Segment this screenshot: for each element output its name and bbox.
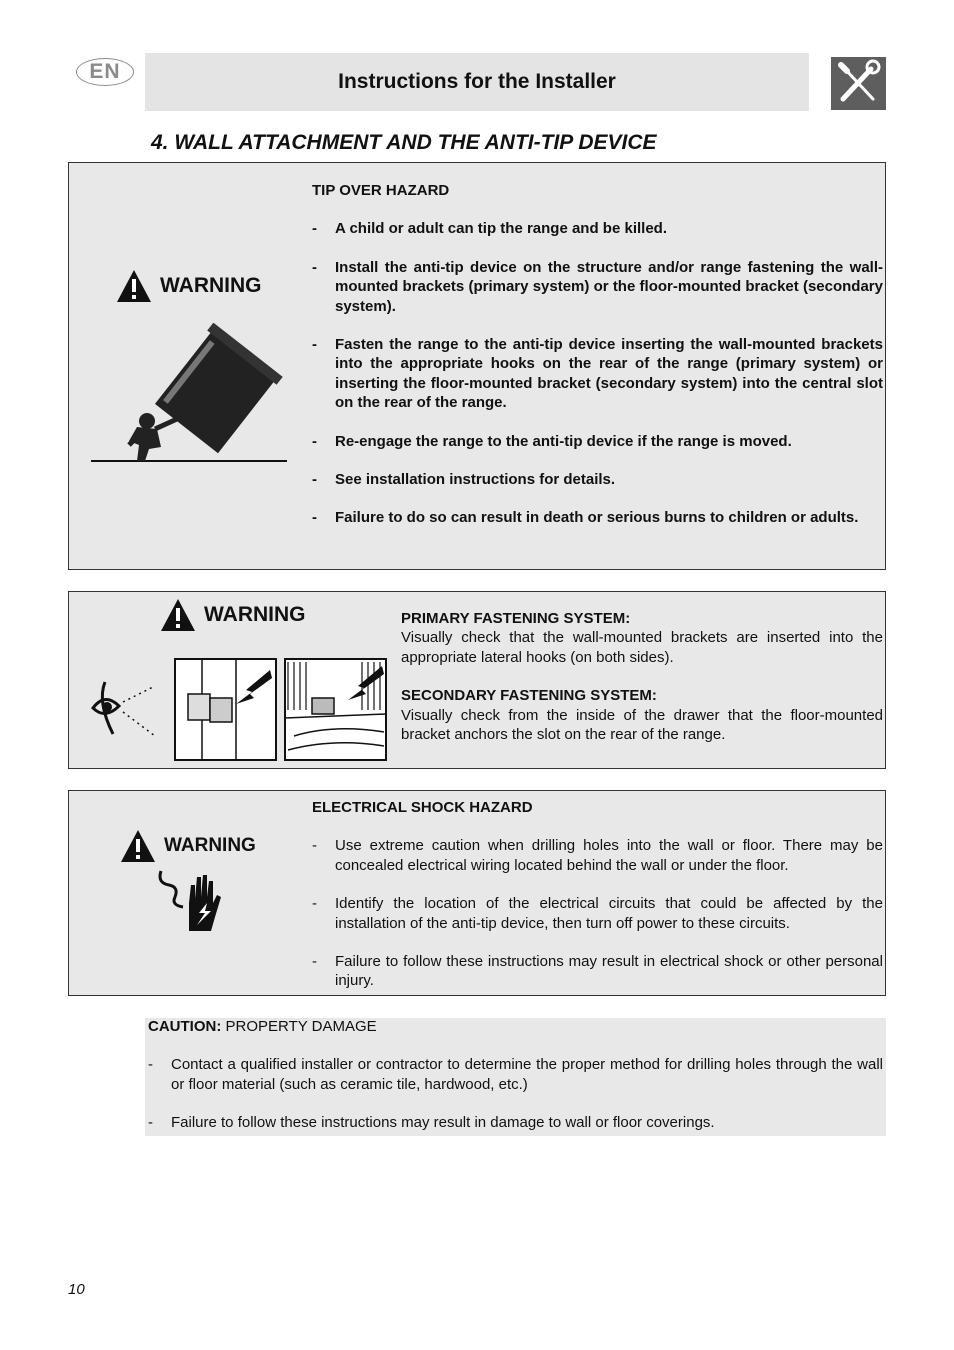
language-badge: EN <box>76 58 134 86</box>
warning-label: WARNING <box>160 274 262 297</box>
electric-shock-hand-icon <box>155 867 225 933</box>
page-number: 10 <box>68 1281 85 1298</box>
fastening-warning <box>160 598 306 632</box>
list-item: - Failure to follow these instructions may result in electrical shock or other personal injury. <box>312 953 883 990</box>
list-item: - Identify the location of the electrical circuits that could be affected by the installation of the anti-tip device, then turn off power to these circuits. <box>312 895 883 932</box>
warning-triangle-icon <box>120 829 156 863</box>
list-item: - Use extreme caution when drilling holes into the wall or floor. There may be concealed electrical wiring located behind the wall or under the floor. <box>312 837 883 874</box>
secondary-heading: SECONDARY FASTENING SYSTEM: <box>401 687 657 705</box>
caution-heading: CAUTION: PROPERTY DAMAGE <box>148 1018 377 1035</box>
list-item: - Failure to do so can result in death or serious burns to children or adults. <box>312 509 859 527</box>
caution-box <box>145 1018 886 1136</box>
list-item: - Failure to follow these instructions may result in damage to wall or floor coverings. <box>148 1114 715 1132</box>
electrical-warning <box>120 829 256 863</box>
fastening-panel <box>68 591 886 769</box>
tip-over-heading: TIP OVER HAZARD <box>312 182 450 199</box>
warning-triangle-icon <box>116 269 152 303</box>
tip-over-warning <box>116 269 262 303</box>
primary-text: Visually check that the wall-mounted brackets are inserted into the appropriate lateral hooks (on both sides). <box>401 629 883 666</box>
list-item: - Install the anti-tip device on the structure and/or range fastening the wall-mounted brackets (primary system) or the floor-mounted bracket (secondary system). <box>312 258 883 315</box>
warning-triangle-icon <box>160 598 196 632</box>
floor-bracket-illustration <box>284 658 387 761</box>
list-item: - See installation instructions for details. <box>312 471 616 489</box>
warning-label: WARNING <box>204 603 306 626</box>
eye-inspection-icon <box>83 672 159 744</box>
wrench-screwdriver-icon <box>831 57 886 110</box>
section-title: 4. WALL ATTACHMENT AND THE ANTI-TIP DEVICE <box>151 131 657 154</box>
header-title: Instructions for the Installer <box>338 70 616 93</box>
tip-over-panel <box>68 162 886 570</box>
list-item: - Re-engage the range to the anti-tip device if the range is moved. <box>312 432 792 450</box>
electrical-panel <box>68 790 886 996</box>
list-item: - Contact a qualified installer or contractor to determine the proper method for drilling holes through the wall or floor material (such as ceramic tile, hardwood, etc.) <box>148 1056 883 1093</box>
electrical-heading: ELECTRICAL SHOCK HAZARD <box>312 799 533 816</box>
page-header <box>145 53 809 111</box>
warning-label: WARNING <box>164 835 256 856</box>
list-item: - A child or adult can tip the range and be killed. <box>312 220 667 238</box>
primary-heading: PRIMARY FASTENING SYSTEM: <box>401 610 631 627</box>
secondary-text: Visually check from the inside of the drawer that the floor-mounted bracket anchors the slot on the rear of the range. <box>401 706 883 744</box>
wall-bracket-illustration <box>174 658 277 761</box>
tipping-range-child-illustration <box>89 323 289 463</box>
list-item: - Fasten the range to the anti-tip device inserting the wall-mounted brackets into the appropriate hooks on the rear of the range (primary system) or inserting the floor-mounted bracket (secondary system) into the central slot on the rear of the range. <box>312 336 883 412</box>
